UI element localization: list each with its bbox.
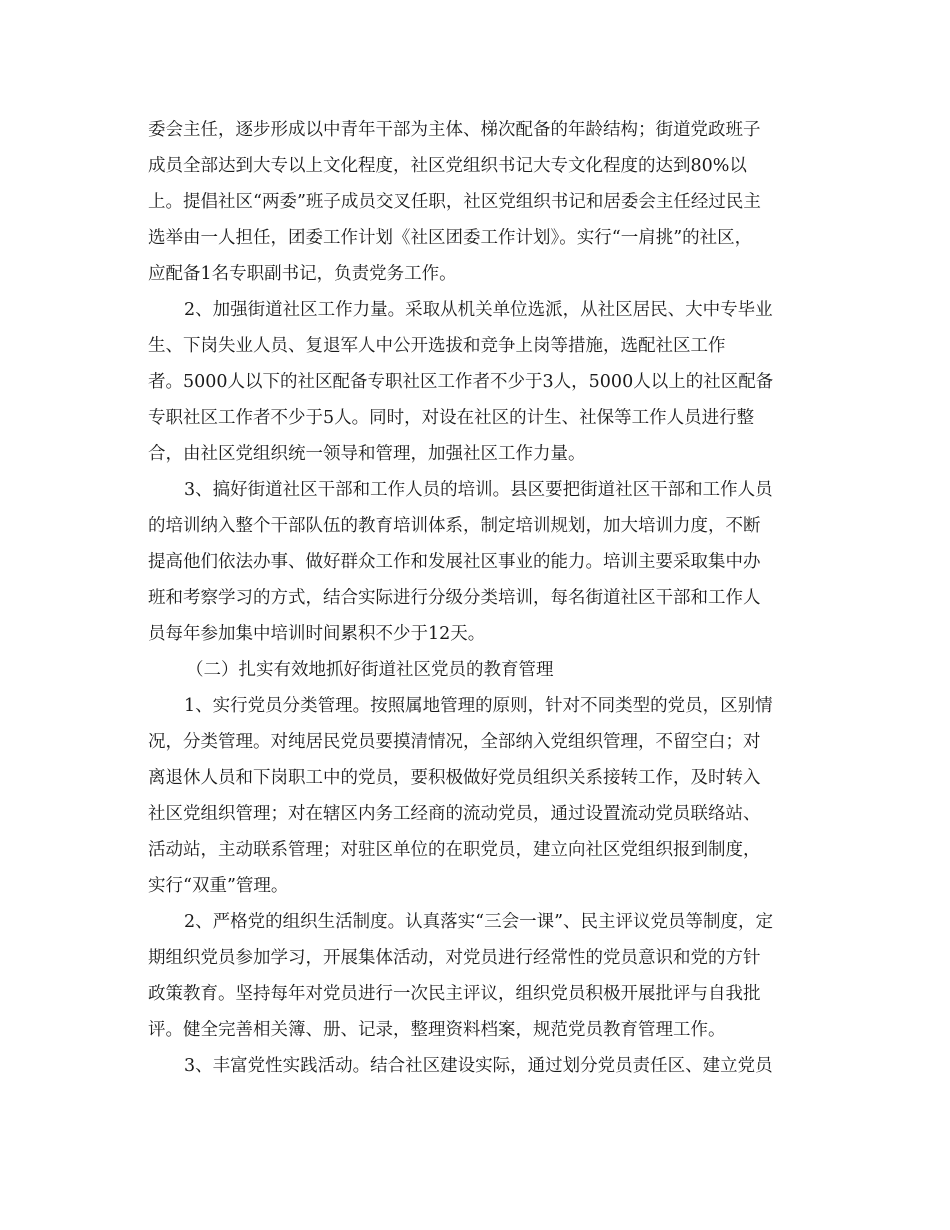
text-line: 合，由社区党组织统一领导和管理，加强社区工作力量。 [148,444,586,464]
text-line: 提高他们依法办事、做好群众工作和发展社区事业的能力。培训主要采取集中办 [148,552,761,572]
text-line: 评。健全完善相关簿、册、记录，整理资料档案，规范党员教育管理工作。 [148,1020,726,1040]
text-line: 活动站，主动联系管理；对驻区单位的在职党员，建立向社区党组织报到制度， [148,840,761,860]
paragraph-first-line: 3、搞好街道社区干部和工作人员的培训。县区要把街道社区干部和工作人员 [184,480,773,500]
text-line: 专职社区工作者不少于5人。同时，对设在社区的计生、社保等工作人员进行整 [148,408,755,428]
paragraph-first-line: 2、严格党的组织生活制度。认真落实“三会一课”、民主评议党员等制度，定 [184,912,774,932]
text-line: 社区党组织管理；对在辖区内务工经商的流动党员，通过设置流动党员联络站、 [148,804,761,824]
text-line: 况，分类管理。对纯居民党员要摸清情况，全部纳入党组织管理，不留空白；对 [148,732,761,752]
text-line: 离退休人员和下岗职工中的党员，要积极做好党员组织关系接转工作，及时转入 [148,768,761,788]
text-line: 应配备1名专职副书记，负责党务工作。 [148,264,457,284]
section-heading: （二）扎实有效地抓好街道社区党员的教育管理 [186,660,554,680]
text-line: 上。提倡社区“两委”班子成员交叉任职，社区党组织书记和居委会主任经过民主 [148,192,761,212]
paragraph-first-line: 1、实行党员分类管理。按照属地管理的原则，针对不同类型的党员，区别情 [184,696,773,716]
text-line: 期组织党员参加学习，开展集体活动，对党员进行经常性的党员意识和党的方针 [148,948,761,968]
text-line: 选举由一人担任，团委工作计划《社区团委工作计划》。实行“一肩挑”的社区， [148,228,753,248]
text-line: 实行“双重”管理。 [148,876,289,896]
text-line: 的培训纳入整个干部队伍的教育培训体系，制定培训规划，加大培训力度，不断 [148,516,761,536]
text-line: 政策教育。坚持每年对党员进行一次民主评议，组织党员积极开展批评与自我批 [148,984,761,1004]
text-line: 员每年参加集中培训时间累积不少于12天。 [148,624,486,644]
text-line: 委会主任，逐步形成以中青年干部为主体、梯次配备的年龄结构；街道党政班子 [148,120,761,140]
paragraph-first-line: 3、丰富党性实践活动。结合社区建设实际，通过划分党员责任区、建立党员 [184,1056,773,1076]
text-line: 班和考察学习的方式，结合实际进行分级分类培训，每名街道社区干部和工作人 [148,588,761,608]
text-line: 者。5000人以下的社区配备专职社区工作者不少于3人，5000人以上的社区配备 [148,372,774,392]
paragraph-first-line: 2、加强街道社区工作力量。采取从机关单位选派，从社区居民、大中专毕业 [184,300,773,320]
text-line: 生、下岗失业人员、复退军人中公开选拔和竞争上岗等措施，选配社区工作 [148,336,726,356]
text-line: 成员全部达到大专以上文化程度，社区党组织书记大专文化程度的达到80%以 [148,156,747,176]
